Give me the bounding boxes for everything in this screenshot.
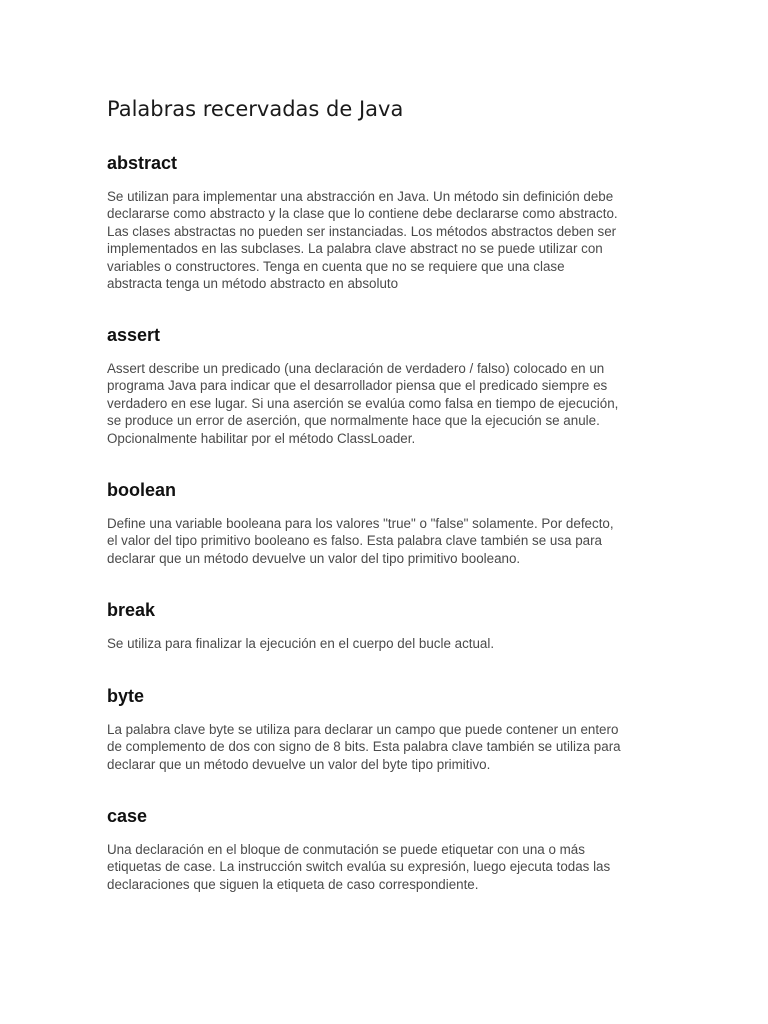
keyword-description — [107, 515, 667, 567]
description-line: Assert describe un predicado (una declaración de verdadero / falso) colocado en un — [107, 361, 605, 376]
keyword-heading: abstract — [107, 153, 178, 173]
keyword-description — [107, 841, 667, 893]
keyword-heading: case — [107, 806, 148, 826]
description-line: declararse como abstracto y la clase que lo contiene debe declararse como abstracto. — [107, 206, 618, 222]
keyword-heading: byte — [107, 686, 145, 706]
section-assert — [107, 324, 667, 447]
description-line: implementados en las subclases. La palabra clave abstract no se puede utilizar con — [107, 241, 603, 257]
section-break — [107, 599, 667, 652]
description-line: declarar que un método devuelve un valor del tipo primitivo booleano. — [107, 550, 521, 566]
description-line: Las clases abstractas no pueden ser instanciadas. Los métodos abstractos deben ser — [107, 223, 617, 239]
description-line: Se utilizan para implementar una abstracción en Java. Un método sin definición debe — [107, 189, 614, 204]
description-line: variables o constructores. Tenga en cuenta que no se requiere que una clase — [107, 258, 565, 274]
description-line: Define una variable booleana para los valores "true" o "false" solamente. Por defecto, — [107, 516, 614, 531]
section-case — [107, 805, 667, 893]
description-line: se produce un error de aserción, que normalmente hace que la ejecución se anule. — [107, 413, 600, 429]
description-line: Se utiliza para finalizar la ejecución en el cuerpo del bucle actual. — [107, 636, 495, 651]
keyword-description — [107, 188, 667, 292]
description-line: de complemento de dos con signo de 8 bits. Esta palabra clave también se utiliza para — [107, 739, 621, 755]
section-boolean — [107, 479, 667, 567]
keyword-heading: boolean — [107, 480, 177, 500]
description-line: Opcionalmente habilitar por el método ClassLoader. — [107, 430, 416, 446]
keyword-heading: assert — [107, 325, 161, 345]
description-line: Una declaración en el bloque de conmutación se puede etiquetar con una o más — [107, 842, 585, 857]
description-line: verdadero en ese lugar. Si una aserción se evalúa como falsa en tiempo de ejecución, — [107, 395, 619, 411]
description-line: etiquetas de case. La instrucción switch evalúa su expresión, luego ejecuta todas las — [107, 859, 611, 875]
keyword-description — [107, 635, 667, 652]
keyword-description — [107, 360, 667, 447]
section-byte — [107, 685, 667, 773]
description-line: abstracta tenga un método abstracto en absoluto — [107, 276, 399, 292]
description-line: declarar que un método devuelve un valor del byte tipo primitivo. — [107, 756, 491, 772]
description-line: programa Java para indicar que el desarrollador piensa que el predicado siempre es — [107, 378, 608, 394]
page-title: Palabras recervadas de Java — [107, 97, 404, 121]
keyword-heading: break — [107, 600, 156, 620]
section-abstract — [107, 152, 667, 292]
description-line: el valor del tipo primitivo booleano es falso. Esta palabra clave también se usa para — [107, 533, 602, 549]
description-line: declaraciones que siguen la etiqueta de caso correspondiente. — [107, 876, 479, 892]
keyword-description — [107, 721, 667, 773]
description-line: La palabra clave byte se utiliza para declarar un campo que puede contener un entero — [107, 722, 619, 737]
